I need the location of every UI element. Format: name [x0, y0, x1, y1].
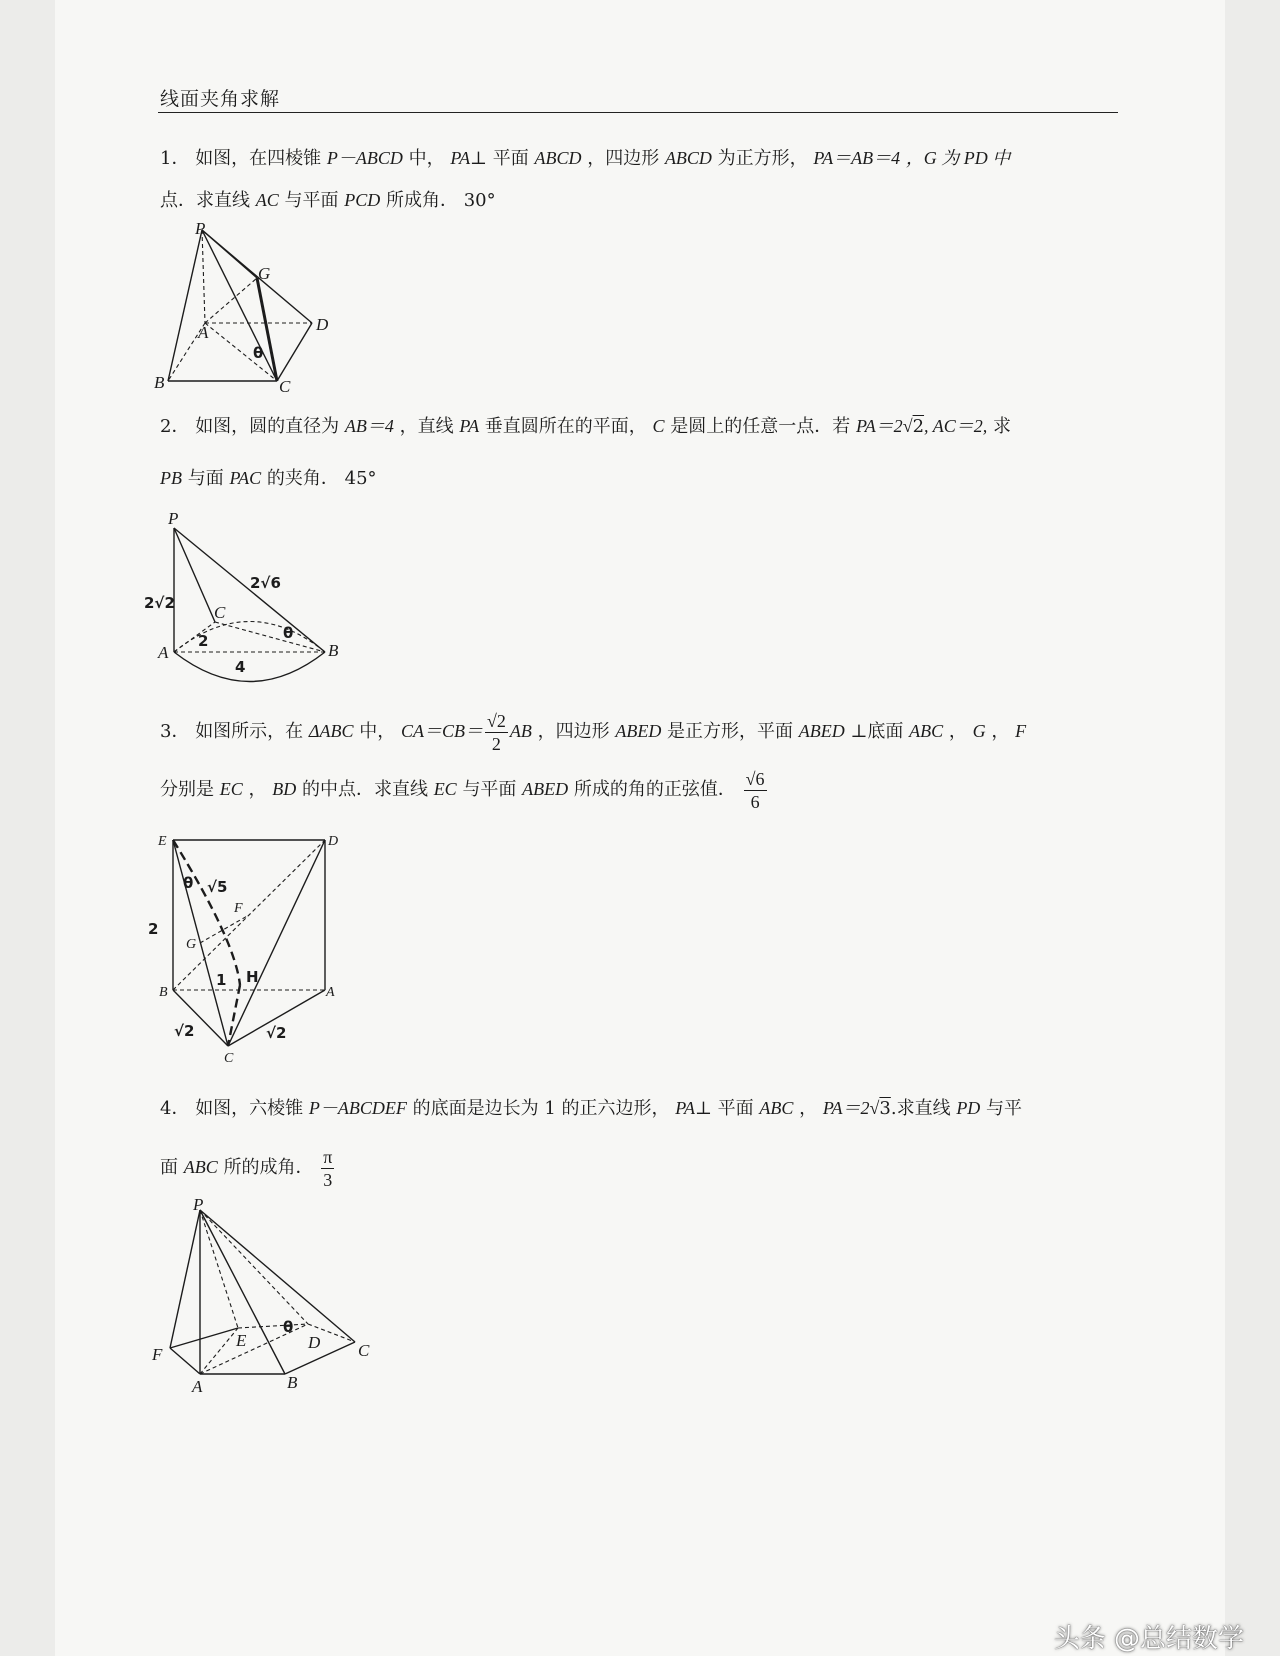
sqrt-arg: 2: [912, 416, 925, 437]
math: PCD: [344, 190, 381, 210]
text: ，四边形: [537, 721, 610, 742]
problem-1-line-1: [160, 146, 1010, 171]
math: PAC: [229, 468, 262, 488]
math: CA＝CB＝: [400, 721, 483, 741]
label-pb-length: 2√6: [250, 574, 281, 592]
math: PB: [160, 468, 182, 488]
label-F: F: [152, 1345, 163, 1364]
math: EC: [219, 779, 243, 799]
text: ，: [248, 779, 267, 800]
text: ，四边形: [587, 148, 660, 169]
denominator: 6: [750, 791, 760, 812]
math: ABC: [183, 1157, 218, 1177]
math: AB＝4: [344, 416, 394, 436]
numerator: √2: [486, 710, 506, 731]
figure-4-hexagonal-pyramid: [140, 1196, 400, 1396]
math: , AC＝2,: [924, 416, 988, 436]
math: PA＝AB＝4: [813, 148, 901, 168]
text: 与面: [187, 468, 224, 489]
label-B: B: [287, 1373, 298, 1392]
text: ，: [799, 1098, 818, 1119]
label-B: B: [159, 985, 168, 1000]
text: 如图，圆的直径为: [195, 416, 340, 437]
math: BD: [272, 779, 297, 799]
problem-4-line-1: 4． 如图，六棱锥 P－ABCDEF 的底面是边长为 1 的正六边形， PA⊥ 平面 ABC ， PA＝2√3.求直线 PD 与平: [160, 1098, 1023, 1119]
label-A: A: [158, 643, 169, 662]
label-C: C: [358, 1341, 370, 1360]
math: ABED: [615, 721, 662, 741]
math: PD: [956, 1098, 981, 1118]
text: 与平面: [462, 779, 517, 800]
label-B: B: [328, 641, 339, 660]
label-B: B: [154, 373, 165, 392]
text: 与平: [986, 1098, 1023, 1119]
denominator: 2: [491, 733, 501, 754]
text: 为正方形，: [717, 148, 808, 169]
answer: [744, 768, 767, 813]
label-C: C: [214, 603, 226, 622]
text: 分别是: [160, 779, 214, 800]
answer: [321, 1146, 334, 1191]
label-theta: θ: [183, 874, 194, 892]
label-C: C: [279, 377, 291, 396]
denominator: 3: [323, 1169, 333, 1190]
answer: 30°: [463, 190, 496, 211]
label-F: F: [234, 901, 243, 916]
sqrt-arg: 3: [879, 1098, 891, 1119]
label-A: A: [198, 323, 209, 342]
label-ca-length: √2: [266, 1024, 287, 1042]
label-cb-length: √2: [174, 1022, 195, 1040]
page-title: 线面夹角求解: [160, 88, 281, 110]
label-C: C: [224, 1051, 234, 1066]
label-E: E: [236, 1331, 247, 1350]
text: 是圆上的任意一点．若: [670, 416, 851, 437]
text: 中，: [408, 148, 445, 169]
label-ab-length: 4: [235, 658, 246, 676]
problem-number: 2．: [160, 416, 190, 437]
label-P: P: [193, 1195, 204, 1214]
text: 平面: [492, 148, 529, 169]
problem-number: 4．: [160, 1098, 190, 1119]
label-ac-length: 2: [198, 632, 209, 650]
label-G: G: [258, 264, 271, 283]
text: ⊥底面: [850, 721, 904, 742]
label-pa-length: 2√2: [144, 594, 175, 612]
text: 中，: [359, 721, 396, 742]
math: ΔABC: [308, 721, 354, 741]
label-side-length: 2: [148, 920, 159, 938]
label-D: D: [328, 834, 339, 849]
label-D: D: [316, 315, 329, 334]
label-theta: θ: [283, 624, 294, 642]
math: F: [1015, 721, 1027, 741]
problem-3-line-1: [160, 706, 1026, 757]
math: ABCD: [534, 148, 582, 168]
math: AB: [509, 721, 532, 741]
problem-3-line-2: [160, 764, 769, 815]
watermark: 头条 @总结数学: [1053, 1624, 1244, 1654]
text: 的底面是边长为 1 的正六边形，: [412, 1098, 670, 1119]
math: PA＝2: [856, 416, 903, 436]
numerator: π: [323, 1146, 333, 1167]
problem-4-line-2: [160, 1142, 336, 1193]
label-A: A: [192, 1377, 203, 1396]
label-G: G: [186, 937, 197, 952]
label-H: H: [246, 968, 259, 986]
text: 的中点．求直线: [301, 779, 428, 800]
label-theta: θ: [253, 344, 264, 362]
answer: 45°: [344, 468, 377, 489]
math: ABCD: [664, 148, 712, 168]
text: 所成角．: [385, 190, 458, 211]
math: EC: [433, 779, 457, 799]
math: C: [652, 416, 665, 436]
text: 如图，在四棱锥: [195, 148, 322, 169]
problem-number: 3．: [160, 721, 190, 742]
math: ABC: [909, 721, 944, 741]
text: 所的成角．: [223, 1157, 314, 1178]
math: PA＝2: [822, 1098, 870, 1118]
text: 是正方形，平面: [667, 721, 794, 742]
figure-1-pyramid: [150, 218, 350, 408]
text: ，: [948, 721, 967, 742]
problem-number: 1．: [160, 148, 190, 169]
math: P－ABCDEF: [308, 1098, 407, 1118]
math: P－ABCD: [326, 148, 403, 168]
fraction: [485, 710, 508, 755]
figure-2-cone: [140, 506, 360, 696]
header-divider: [158, 112, 1118, 113]
problem-2-line-2: [160, 466, 377, 491]
math: G: [972, 721, 986, 741]
label-theta: θ: [283, 1318, 294, 1336]
text: 垂直圆所在的平面，: [484, 416, 647, 437]
math: PA: [459, 416, 480, 436]
numerator: √6: [745, 768, 765, 789]
text: 与平面: [284, 190, 339, 211]
text: 的夹角．: [266, 468, 339, 489]
text: 面: [160, 1157, 178, 1178]
problem-1-line-2: [160, 188, 496, 213]
math: ，G 为 PD 中: [905, 148, 1011, 168]
text: ，: [991, 721, 1010, 742]
math: PA⊥: [450, 148, 487, 168]
math: ABED: [798, 721, 845, 741]
text: 点．求直线: [160, 190, 250, 211]
math: ABED: [522, 779, 569, 799]
text: 如图，六棱锥: [195, 1098, 304, 1119]
label-A: A: [326, 985, 335, 1000]
label-E: E: [158, 834, 167, 849]
label-P: P: [195, 219, 206, 238]
label-D: D: [308, 1333, 321, 1352]
problem-2-line-1: 2． 如图，圆的直径为 AB＝4 ，直线 PA 垂直圆所在的平面， C 是圆上的任意一点．若 PA＝2√2, AC＝2, 求: [160, 416, 1011, 437]
text: .求直线: [890, 1098, 951, 1119]
label-one: 1: [216, 971, 227, 989]
text: 平面: [717, 1098, 754, 1119]
label-P: P: [168, 509, 179, 528]
math: AC: [255, 190, 279, 210]
text: 如图所示，在: [195, 721, 304, 742]
text: 所成的角的正弦值．: [573, 779, 736, 800]
label-eh-length: √5: [207, 878, 228, 896]
text: 求: [992, 416, 1011, 437]
figure-3-prism: [140, 830, 360, 1070]
math: PA⊥: [675, 1098, 712, 1118]
text: ，直线: [399, 416, 454, 437]
math: ABC: [759, 1098, 794, 1118]
